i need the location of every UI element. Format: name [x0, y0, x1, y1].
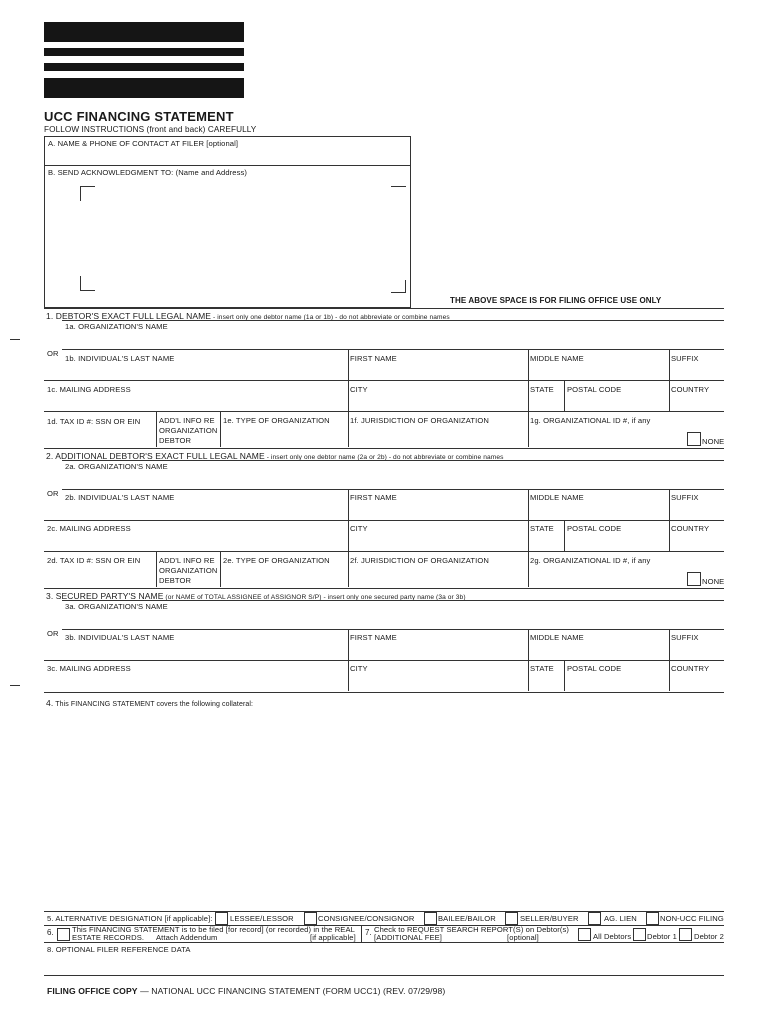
last-name-2b-field[interactable]: [64, 504, 346, 519]
suffix-2-field[interactable]: [671, 504, 723, 519]
jurisdiction-2f-label: 2f. JURISDICTION OF ORGANIZATION: [350, 556, 489, 565]
ack-address-field[interactable]: [80, 186, 392, 294]
item7-line2a: [ADDITIONAL FEE]: [374, 933, 442, 942]
bailee-label: BAILEE/BAILOR: [438, 914, 496, 923]
state-1-label: STATE: [530, 385, 554, 394]
addl-info-2-line3: DEBTOR: [159, 576, 192, 585]
divider: [156, 411, 157, 447]
margin-tick-lower: [10, 685, 20, 686]
all-debtors-checkbox[interactable]: [578, 928, 591, 941]
section-2-top-rule: [44, 448, 724, 449]
ag-lien-checkbox[interactable]: [588, 912, 601, 925]
org-name-3a-label: 3a. ORGANIZATION'S NAME: [65, 602, 168, 611]
or-2: OR: [47, 489, 59, 498]
item7-num: 7.: [365, 928, 372, 937]
section-8-top-rule: [44, 942, 724, 943]
seller-label: SELLER/BUYER: [520, 914, 579, 923]
or-1: OR: [47, 349, 59, 358]
addl-info-1-line2: ORGANIZATION: [159, 426, 218, 435]
corner-mark-top-right: [391, 186, 406, 187]
country-2-label: COUNTRY: [671, 524, 710, 533]
org-id-2g-field[interactable]: [530, 568, 680, 586]
country-1-label: COUNTRY: [671, 385, 710, 394]
collateral-field[interactable]: [46, 712, 722, 908]
type-org-2e-field[interactable]: [222, 568, 346, 586]
divider: [564, 520, 565, 551]
row-2d-top: [44, 551, 724, 552]
divider: [348, 520, 349, 551]
type-org-1e-field[interactable]: [222, 428, 346, 446]
divider: [669, 660, 670, 691]
filer-reference-field[interactable]: [46, 955, 722, 973]
footer: FILING OFFICE COPY — NATIONAL UCC FINANCING STATEMENT (FORM UCC1) (REV. 07/29/98): [47, 986, 446, 996]
section-1-top-rule: [44, 308, 724, 309]
margin-tick-upper: [10, 339, 20, 340]
consignee-checkbox[interactable]: [304, 912, 317, 925]
state-2-field[interactable]: [530, 535, 562, 550]
middle-name-2-field[interactable]: [530, 504, 667, 519]
state-2-label: STATE: [530, 524, 554, 533]
divider: [220, 411, 221, 447]
item6-line1: This FINANCING STATEMENT is to be filed [for record] (or recorded) in the REAL: [72, 925, 355, 934]
jurisdiction-1f-label: 1f. JURISDICTION OF ORGANIZATION: [350, 416, 489, 425]
all-debtors-label: All Debtors: [593, 932, 632, 941]
divider: [348, 411, 349, 447]
none-2-checkbox[interactable]: [687, 572, 701, 586]
country-3-label: COUNTRY: [671, 664, 710, 673]
mailing-3c-label: 3c. MAILING ADDRESS: [47, 664, 131, 673]
item6-num: 6.: [47, 928, 54, 937]
collateral-label: 4. This FINANCING STATEMENT covers the following collateral:: [46, 698, 254, 708]
row-1b-top: [62, 349, 724, 350]
org-id-2g-label: 2g. ORGANIZATIONAL ID #, if any: [530, 556, 651, 565]
form-instructions: FOLLOW INSTRUCTIONS (front and back) CAREFULLY: [44, 125, 257, 134]
divider: [220, 551, 221, 587]
filing-office-note: THE ABOVE SPACE IS FOR FILING OFFICE USE ONLY: [450, 296, 662, 305]
contact-field[interactable]: [46, 150, 407, 164]
divider: [156, 551, 157, 587]
divider: [669, 380, 670, 411]
state-3-field[interactable]: [530, 675, 562, 690]
debtor2-label: Debtor 2: [694, 932, 724, 941]
first-name-3-label: FIRST NAME: [350, 633, 397, 642]
suffix-1-label: SUFFIX: [671, 354, 699, 363]
mailing-1c-label: 1c. MAILING ADDRESS: [47, 385, 131, 394]
divider: [564, 660, 565, 691]
tax-2d-field[interactable]: [46, 568, 154, 586]
divider: [348, 349, 349, 380]
row-3c-top: [44, 660, 724, 661]
item6-line2b: Attach Addendum: [156, 933, 218, 942]
debtor1-label: Debtor 1: [647, 932, 677, 941]
divider: [348, 629, 349, 660]
middle-name-1-field[interactable]: [530, 364, 667, 379]
section-1-title: 1. DEBTOR'S EXACT FULL LEGAL NAME - insert only one debtor name (1a or 1b) - do not abbreviate or combine names: [46, 311, 450, 321]
city-2-field[interactable]: [350, 535, 526, 550]
section-2-title: 2. ADDITIONAL DEBTOR'S EXACT FULL LEGAL NAME - insert only one debtor name (2a or 2b) - do not abbreviate or combine names: [46, 451, 504, 461]
last-name-3b-label: 3b. INDIVIDUAL'S LAST NAME: [65, 633, 175, 642]
last-name-1b-label: 1b. INDIVIDUAL'S LAST NAME: [65, 354, 175, 363]
row-2c-top: [44, 520, 724, 521]
header-bar-top: [44, 22, 244, 42]
none-1-checkbox[interactable]: [687, 432, 701, 446]
tax-1d-label: 1d. TAX ID #: SSN OR EIN: [47, 417, 141, 426]
suffix-3-field[interactable]: [671, 644, 723, 659]
designation-label: 5. ALTERNATIVE DESIGNATION [if applicable]:: [47, 914, 213, 923]
row-3b-top: [62, 629, 724, 630]
middle-name-3-label: MIDDLE NAME: [530, 633, 584, 642]
section-5-top-rule: [44, 911, 724, 912]
divider: [528, 629, 529, 660]
org-name-1a-label: 1a. ORGANIZATION'S NAME: [65, 322, 168, 331]
divider: [528, 551, 529, 587]
none-2-label: NONE: [702, 577, 725, 586]
middle-name-1-label: MIDDLE NAME: [530, 354, 584, 363]
first-name-1-label: FIRST NAME: [350, 354, 397, 363]
city-1-label: CITY: [350, 385, 368, 394]
divider: [528, 660, 529, 691]
divider: [564, 380, 565, 411]
divider: [348, 380, 349, 411]
city-3-field[interactable]: [350, 675, 526, 690]
row-1d-top: [44, 411, 724, 412]
divider: [348, 489, 349, 520]
addl-info-1-line1: ADD'L INFO RE: [159, 416, 215, 425]
tax-1d-field[interactable]: [46, 428, 154, 446]
form-title: UCC FINANCING STATEMENT: [44, 109, 234, 124]
jurisdiction-1f-field[interactable]: [350, 428, 526, 446]
item8-label: 8. OPTIONAL FILER REFERENCE DATA: [47, 945, 191, 954]
section-4-top-rule: [44, 692, 724, 693]
non-ucc-label: NON-UCC FILING: [660, 914, 724, 923]
tax-2d-label: 2d. TAX ID #: SSN OR EIN: [47, 556, 141, 565]
corner-mark-bottom-right: [391, 280, 406, 293]
row-1c-top: [44, 380, 724, 381]
divider: [528, 520, 529, 551]
filer-box-divider: [44, 165, 411, 166]
jurisdiction-2f-field[interactable]: [350, 568, 526, 586]
mailing-2c-field[interactable]: [46, 535, 346, 550]
section-3-top-rule: [44, 588, 724, 589]
org-id-1g-label: 1g. ORGANIZATIONAL ID #, if any: [530, 416, 651, 425]
first-name-3-field[interactable]: [350, 644, 526, 659]
postal-2-field[interactable]: [566, 535, 667, 550]
country-1-field[interactable]: [671, 395, 723, 410]
suffix-3-label: SUFFIX: [671, 633, 699, 642]
mailing-3c-field[interactable]: [46, 675, 346, 690]
divider: [528, 489, 529, 520]
postal-2-label: POSTAL CODE: [567, 524, 622, 533]
corner-mark-top-left: [80, 186, 95, 201]
ack-label: B. SEND ACKNOWLEDGMENT TO: (Name and Address): [48, 168, 248, 177]
header-bar-thin-1: [44, 48, 244, 56]
section-3-title: 3. SECURED PARTY'S NAME (or NAME of TOTAL ASSIGNEE of ASSIGNOR S/P) - insert only one secured party name (3a or 3b): [46, 591, 466, 601]
last-name-3b-field[interactable]: [64, 644, 346, 659]
mailing-1c-field[interactable]: [46, 395, 346, 410]
middle-name-3-field[interactable]: [530, 644, 667, 659]
consignee-label: CONSIGNEE/CONSIGNOR: [318, 914, 415, 923]
org-name-2a-label: 2a. ORGANIZATION'S NAME: [65, 462, 168, 471]
type-org-1e-label: 1e. TYPE OF ORGANIZATION: [223, 416, 330, 425]
org-id-1g-field[interactable]: [530, 428, 680, 446]
mailing-2c-label: 2c. MAILING ADDRESS: [47, 524, 131, 533]
divider: [361, 925, 362, 942]
item6-line2a: ESTATE RECORDS.: [72, 933, 145, 942]
header-bar-thin-2: [44, 63, 244, 71]
debtor1-checkbox[interactable]: [633, 928, 646, 941]
form-bottom-rule: [44, 975, 724, 976]
lessee-label: LESSEE/LESSOR: [230, 914, 294, 923]
bailee-checkbox[interactable]: [424, 912, 437, 925]
divider: [669, 520, 670, 551]
postal-3-field[interactable]: [566, 675, 667, 690]
or-3: OR: [47, 629, 59, 638]
last-name-2b-label: 2b. INDIVIDUAL'S LAST NAME: [65, 493, 175, 502]
divider: [528, 349, 529, 380]
middle-name-2-label: MIDDLE NAME: [530, 493, 584, 502]
ag-lien-label: AG. LIEN: [604, 914, 637, 923]
state-3-label: STATE: [530, 664, 554, 673]
divider: [528, 411, 529, 447]
org-name-1a-field[interactable]: [62, 321, 724, 348]
last-name-1b-field[interactable]: [64, 364, 346, 379]
city-3-label: CITY: [350, 664, 368, 673]
org-name-3a-field[interactable]: [62, 601, 724, 628]
header-bar-bottom: [44, 78, 244, 98]
divider: [669, 349, 670, 380]
suffix-1-field[interactable]: [671, 364, 723, 379]
item6-line2c: [if applicable]: [310, 933, 356, 942]
postal-1-field[interactable]: [566, 395, 667, 410]
first-name-2-label: FIRST NAME: [350, 493, 397, 502]
country-3-field[interactable]: [671, 675, 723, 690]
postal-3-label: POSTAL CODE: [567, 664, 622, 673]
country-2-field[interactable]: [671, 535, 723, 550]
non-ucc-checkbox[interactable]: [646, 912, 659, 925]
first-name-1-field[interactable]: [350, 364, 526, 379]
addl-info-2-line2: ORGANIZATION: [159, 566, 218, 575]
type-org-2e-label: 2e. TYPE OF ORGANIZATION: [223, 556, 330, 565]
org-name-2a-field[interactable]: [62, 461, 724, 488]
real-estate-checkbox[interactable]: [57, 928, 70, 941]
divider: [348, 551, 349, 587]
state-1-field[interactable]: [530, 395, 562, 410]
addl-info-2-line1: ADD'L INFO RE: [159, 556, 215, 565]
corner-mark-bottom-left: [80, 276, 95, 291]
postal-1-label: POSTAL CODE: [567, 385, 622, 394]
city-1-field[interactable]: [350, 395, 526, 410]
seller-checkbox[interactable]: [505, 912, 518, 925]
item7-line2b: [optional]: [507, 933, 539, 942]
city-2-label: CITY: [350, 524, 368, 533]
first-name-2-field[interactable]: [350, 504, 526, 519]
divider: [348, 660, 349, 691]
suffix-2-label: SUFFIX: [671, 493, 699, 502]
item7-line1: Check to REQUEST SEARCH REPORT(S) on Debtor(s): [374, 925, 570, 934]
row-2b-top: [62, 489, 724, 490]
lessee-checkbox[interactable]: [215, 912, 228, 925]
divider: [528, 380, 529, 411]
addl-info-1-line3: DEBTOR: [159, 436, 192, 445]
none-1-label: NONE: [702, 437, 725, 446]
divider: [669, 489, 670, 520]
debtor2-checkbox[interactable]: [679, 928, 692, 941]
contact-label: A. NAME & PHONE OF CONTACT AT FILER [optional]: [48, 139, 239, 148]
divider: [669, 629, 670, 660]
